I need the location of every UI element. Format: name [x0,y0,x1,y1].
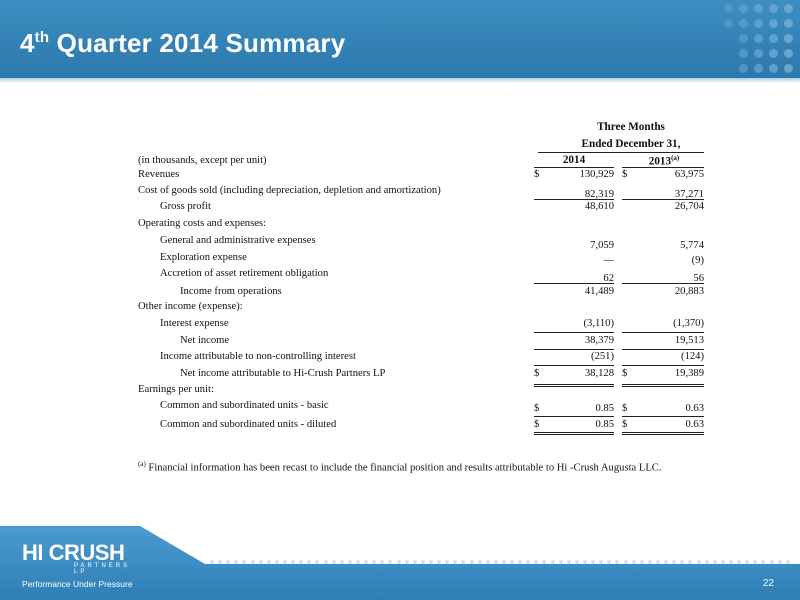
footnote-text: Financial information has been recast to include the financial position and results attributable to Hi -Crush Augusta LLC. [145,462,662,474]
currency-symbol: $ [534,368,540,379]
footer-dot [551,560,555,564]
footer-dotted-line [210,560,790,566]
footer-dot [242,560,246,564]
column-header-2013-note: (a) [671,154,680,162]
footer-dot [640,560,644,564]
row-label: Exploration expense [160,252,247,263]
currency-symbol: $ [534,419,540,430]
footer-dot [705,560,709,564]
footer-dot [429,560,433,564]
footer [0,526,800,600]
row-label: Income from operations [180,286,282,297]
footer-dot [664,560,668,564]
footer-dot [526,560,530,564]
footer-dot [778,560,782,564]
decorative-dot [784,64,793,73]
decorative-dot [754,19,763,28]
decorative-dot [784,19,793,28]
title-superscript: th [34,29,50,46]
title-rest: Quarter 2014 Summary [49,28,346,58]
footer-dot [745,560,749,564]
decorative-dot [754,64,763,73]
subtotal-rule [534,416,614,417]
subtotal-rule [622,365,704,366]
subtotal-rule [534,365,614,366]
footer-dot [688,560,692,564]
footer-dot [218,560,222,564]
footer-dot [470,560,474,564]
value-2013: (1,370) [673,318,704,329]
footer-dot [405,560,409,564]
footer-dot [348,560,352,564]
footer-dot [413,560,417,564]
footer-dot [356,560,360,564]
footer-dot [656,560,660,564]
value-2014: 41,489 [584,286,614,297]
footer-dot [251,560,255,564]
currency-symbol: $ [622,403,628,414]
subtotal-rule [622,416,704,417]
decorative-dot [724,4,733,13]
decorative-dot [769,49,778,58]
subtotal-rule [534,384,614,387]
subtotal-rule [622,283,704,284]
decorative-dot [769,34,778,43]
footer-dot [453,560,457,564]
value-2013: 20,883 [674,286,704,297]
decorative-dot [739,34,748,43]
value-2014: 48,610 [584,201,614,212]
footer-dot [518,560,522,564]
value-2013: 56 [693,273,704,284]
row-label: Common and subordinated units - diluted [160,419,337,430]
heading-three-months: Three Months [597,121,665,133]
footer-dot [388,560,392,564]
footer-dot [494,560,498,564]
footer-dot [510,560,514,564]
subtotal-rule [534,349,614,350]
heading-period: Ended December 31, [581,138,681,150]
footer-dot [786,560,790,564]
footer-dot [421,560,425,564]
value-2013: (124) [681,351,704,362]
subtotal-rule [622,199,704,200]
footer-dot [283,560,287,564]
subtotal-rule [622,332,704,333]
footer-dot [332,560,336,564]
footer-dot [721,560,725,564]
footer-dot [672,560,676,564]
logo-tagline: Performance Under Pressure [22,579,133,589]
column-rule-2013 [622,167,704,168]
decorative-dot [769,4,778,13]
row-label: Revenues [138,169,180,180]
footer-dot [648,560,652,564]
title-prefix: 4 [20,28,35,58]
currency-symbol: $ [622,419,628,430]
footer-dot [437,560,441,564]
footer-dot [259,560,263,564]
footer-dot [307,560,311,564]
footer-dot [315,560,319,564]
footer-dot [542,560,546,564]
footer-dot [599,560,603,564]
footer-dot [267,560,271,564]
row-label: Accretion of asset retirement obligation [160,268,329,279]
value-2014: (251) [591,351,614,362]
row-label: Gross profit [160,201,211,212]
decorative-dot [754,4,763,13]
footer-dot [753,560,757,564]
footer-dot [275,560,279,564]
footer-dot [364,560,368,564]
row-label: Cost of goods sold (including depreciation, depletion and amortization) [138,185,441,196]
decorative-dot [739,19,748,28]
row-label: Net income [180,335,230,346]
currency-symbol: $ [534,169,540,180]
row-label: Interest expense [160,318,229,329]
logo-subtext: PARTNERS LP [74,563,131,575]
decorative-dot [784,49,793,58]
footer-dot [461,560,465,564]
footer-dot [397,560,401,564]
column-header-2013-label: 2013 [648,155,672,168]
value-2014: 82,319 [584,189,614,200]
decorative-dot [769,19,778,28]
page-title [20,28,345,59]
decorative-dot [739,4,748,13]
footer-dot [559,560,563,564]
currency-symbol: $ [622,169,628,180]
value-2014: 7,059 [590,240,614,251]
value-2014: — [603,255,614,266]
subtotal-rule [534,332,614,333]
footer-dot [761,560,765,564]
footer-dot [737,560,741,564]
decorative-dot [769,64,778,73]
footer-dot [486,560,490,564]
footer-dot [299,560,303,564]
footer-dot [372,560,376,564]
value-2013: 26,704 [674,201,704,212]
footer-dot [615,560,619,564]
decorative-dot [754,34,763,43]
row-label: Operating costs and expenses: [138,218,266,229]
value-2013: 0.63 [685,403,704,414]
footer-dot [591,560,595,564]
footer-dot [291,560,295,564]
decorative-dot [754,49,763,58]
footnote [138,460,662,474]
footer-dot [324,560,328,564]
subtotal-rule [534,432,614,435]
value-2014: 38,128 [584,368,614,379]
value-2013: 19,389 [674,368,704,379]
subtotal-rule [622,349,704,350]
footer-dot [478,560,482,564]
footnote-mark: (a) [138,460,146,468]
value-2014: 38,379 [584,335,614,346]
footer-dot [607,560,611,564]
value-2014: 62 [603,273,614,284]
subtotal-rule [622,384,704,387]
footer-dot [234,560,238,564]
decorative-dot [784,34,793,43]
value-2014: 130,929 [579,169,614,180]
footer-dot [226,560,230,564]
value-2013: 5,774 [680,240,704,251]
decorative-dot [739,64,748,73]
column-rule-2014 [534,167,614,168]
subtotal-rule [534,283,614,284]
footer-dot [632,560,636,564]
decorative-dot [724,19,733,28]
footer-dot [380,560,384,564]
title-bar-shadow [0,78,800,83]
footer-dot [210,560,214,564]
value-2014: (3,110) [583,318,614,329]
row-label: Income attributable to non-controlling interest [160,351,356,362]
subtotal-rule [534,199,614,200]
column-header-2013 [624,154,704,168]
footer-dot [445,560,449,564]
row-label: Net income attributable to Hi-Crush Partners LP [180,368,386,379]
footer-dot [502,560,506,564]
value-2013: 19,513 [674,335,704,346]
currency-symbol: $ [534,403,540,414]
value-2013: 63,975 [674,169,704,180]
column-header-2014: 2014 [562,154,586,166]
footer-dot [534,560,538,564]
footer-dot [729,560,733,564]
value-2013: (9) [691,255,704,266]
currency-symbol: $ [622,368,628,379]
row-label: General and administrative expenses [160,235,316,246]
footer-dot [680,560,684,564]
footer-dot [697,560,701,564]
footer-dot [575,560,579,564]
footer-dot [583,560,587,564]
heading-rule [538,152,704,153]
footer-dot [713,560,717,564]
footer-dot [770,560,774,564]
units-label: (in thousands, except per unit) [138,155,267,166]
decorative-dot [739,49,748,58]
footer-dot [624,560,628,564]
logo-text: HI CRUSH [22,540,125,565]
row-label: Earnings per unit: [138,384,214,395]
company-logo [22,540,142,596]
footer-dot [567,560,571,564]
value-2013: 0.63 [685,419,704,430]
row-label: Common and subordinated units - basic [160,400,329,411]
value-2014: 0.85 [595,419,614,430]
decorative-dots [718,0,800,78]
value-2013: 37,271 [674,189,704,200]
footer-dot [340,560,344,564]
value-2014: 0.85 [595,403,614,414]
page-number: 22 [762,578,774,589]
subtotal-rule [622,432,704,435]
row-label: Other income (expense): [138,301,243,312]
decorative-dot [784,4,793,13]
